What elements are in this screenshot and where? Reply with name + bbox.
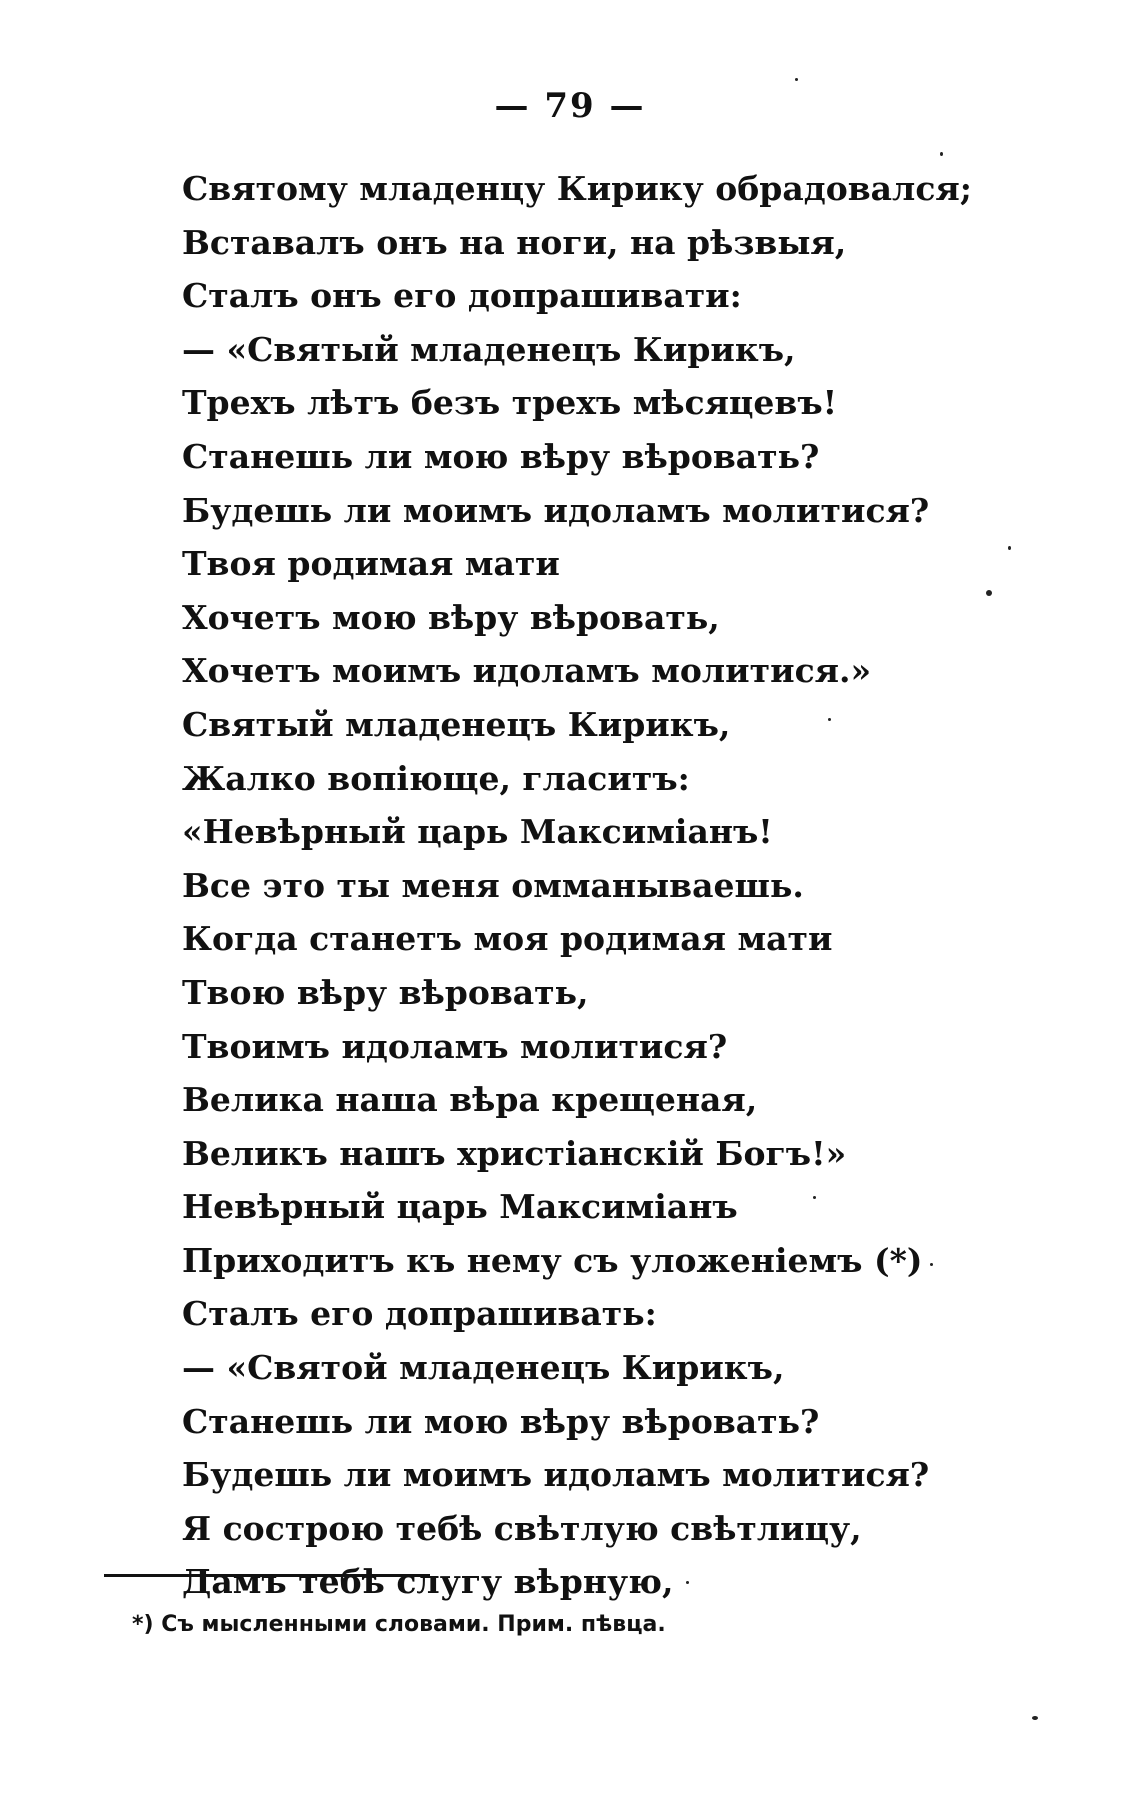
verse-line: «Невѣрный царь Максиміанъ! — [182, 812, 773, 852]
verse-line: Великъ нашъ христіанскій Богъ!» — [182, 1133, 847, 1173]
verse-line: Невѣрный царь Максиміанъ — [182, 1187, 738, 1227]
verse-line: Будешь ли моимъ идоламъ молитися? — [182, 490, 930, 530]
verse-text — [182, 162, 972, 1609]
scan-speck — [813, 1196, 816, 1199]
verse-line: Сталъ его допрашивать: — [182, 1294, 657, 1334]
verse-line: Жалко вопіюще, гласитъ: — [182, 758, 690, 798]
verse-line: Велика наша вѣра крещеная, — [182, 1080, 758, 1120]
page-number: — 79 — — [494, 86, 646, 126]
verse-line: Хочетъ мою вѣру вѣровать, — [182, 597, 720, 637]
verse-line: Будешь ли моимъ идоламъ молитися? — [182, 1455, 930, 1495]
verse-line: — «Святый младенецъ Кирикъ, — [182, 329, 796, 369]
verse-line: Святый младенецъ Кирикъ, — [182, 704, 731, 744]
verse-line: — «Святой младенецъ Кирикъ, — [182, 1348, 785, 1388]
verse-line: Дамъ тебѣ слугу вѣрную, — [182, 1562, 674, 1602]
scan-speck — [795, 78, 798, 81]
verse-line: Трехъ лѣтъ безъ трехъ мѣсяцевъ! — [182, 383, 838, 423]
verse-line: Станешь ли мою вѣру вѣровать? — [182, 1401, 820, 1441]
scan-speck — [940, 152, 943, 156]
verse-line: Вставалъ онъ на ноги, на рѣзвыя, — [182, 222, 847, 262]
scan-speck — [686, 1581, 689, 1584]
scan-speck — [986, 590, 992, 596]
verse-line: Твоимъ идоламъ молитися? — [182, 1026, 728, 1066]
scan-speck — [828, 718, 831, 721]
verse-line: Хочетъ моимъ идоламъ молитися.» — [182, 651, 872, 691]
verse-line: Когда станетъ моя родимая мати — [182, 919, 833, 959]
footnote-divider — [104, 1574, 430, 1577]
verse-line: Я сострою тебѣ свѣтлую свѣтлицу, — [182, 1508, 862, 1548]
verse-line: Святому младенцу Кирику обрадовался; — [182, 169, 972, 208]
verse-line: Все это ты меня омманываешь. — [182, 865, 804, 905]
verse-line: Сталъ онъ его допрашивати: — [182, 276, 742, 316]
verse-line: Станешь ли мою вѣру вѣровать? — [182, 436, 820, 476]
verse-line: Приходитъ къ нему съ уложеніемъ (*) — [182, 1240, 923, 1280]
verse-line: Твою вѣру вѣровать, — [182, 972, 589, 1012]
verse-line: Твоя родимая мати — [182, 544, 560, 584]
scan-speck — [1008, 546, 1011, 550]
scan-speck — [1032, 1716, 1038, 1720]
scan-speck — [930, 1263, 933, 1266]
footnote: *) Съ мысленными словами. Прим. пѣвца. — [132, 1612, 666, 1637]
